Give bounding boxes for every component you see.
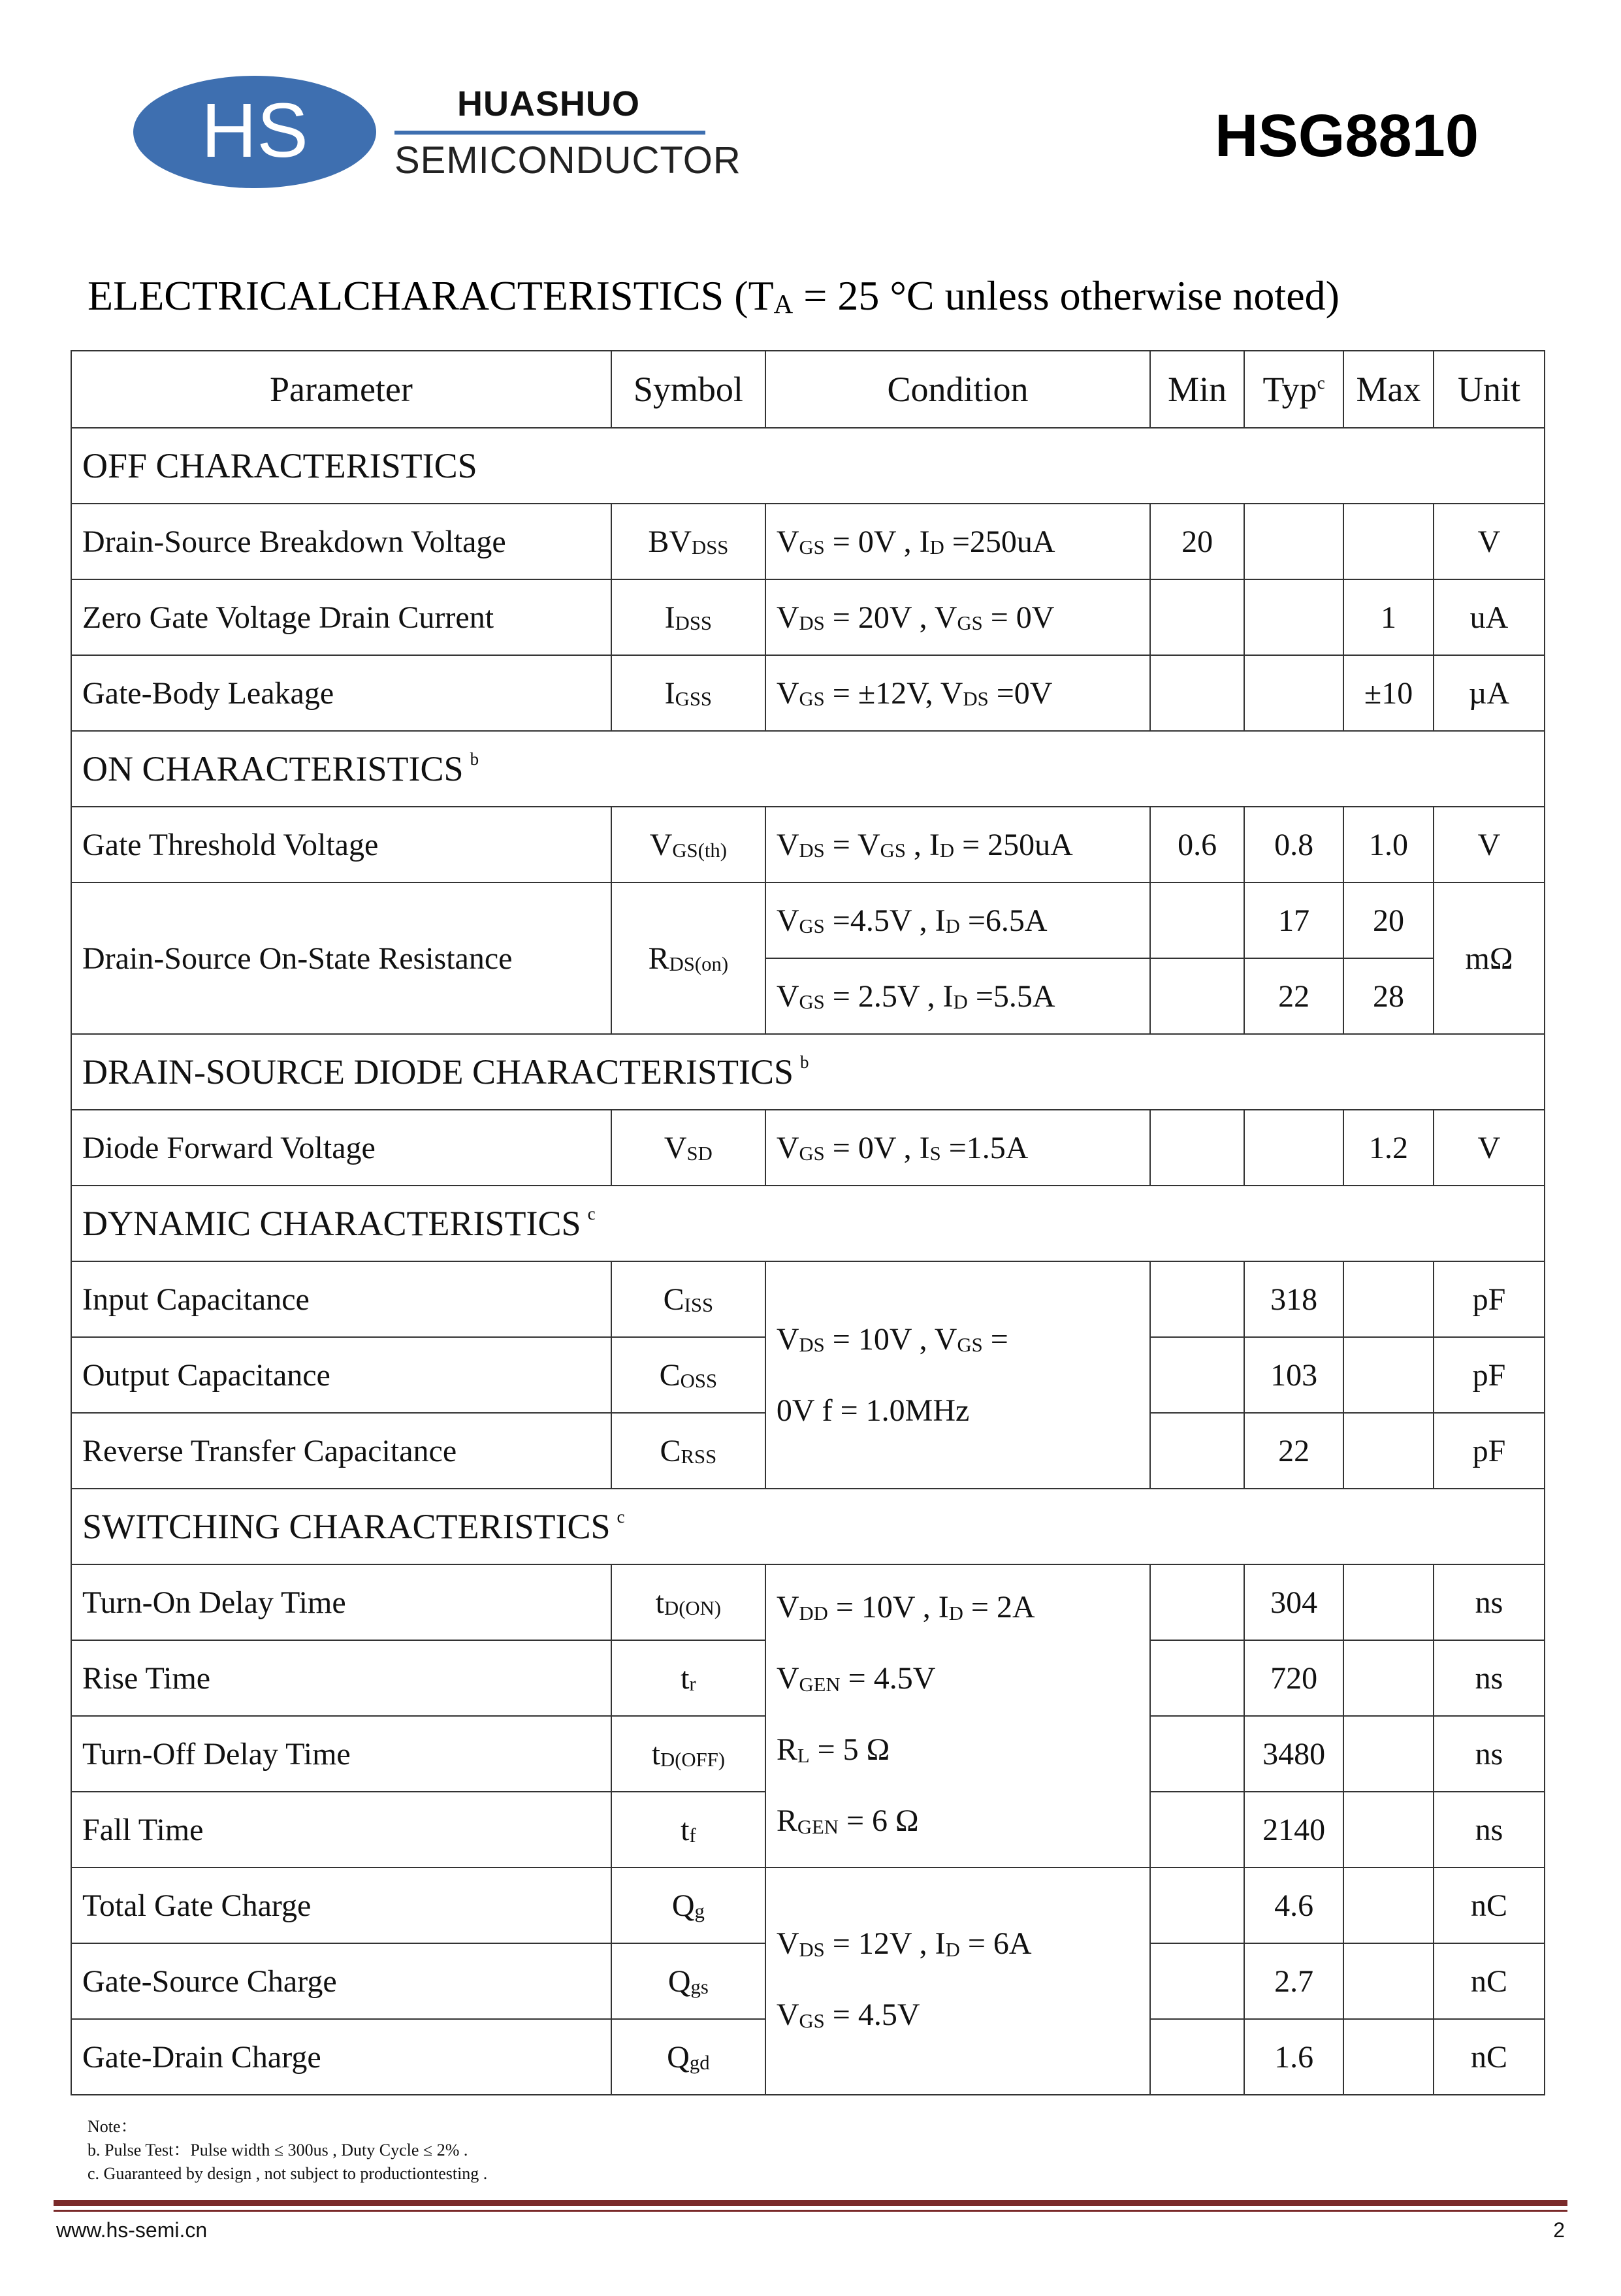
typ-cell: [1244, 579, 1343, 655]
section-row-dynamic: [71, 1186, 1545, 1261]
min-cell: [1150, 1943, 1244, 2019]
max-cell: [1343, 1261, 1434, 1337]
min-cell: [1150, 1110, 1244, 1186]
param-cell: Diode Forward Voltage: [71, 1110, 611, 1186]
max-cell: 20: [1343, 882, 1434, 958]
unit-cell: V: [1434, 504, 1545, 579]
symbol-cell: $C_{RSS}$: [611, 1413, 765, 1489]
condition-cell: $V_{GS} = 0V$ , $I_S =1.5A$: [765, 1110, 1150, 1186]
section-row-diode: [71, 1034, 1545, 1110]
param-cell: Reverse Transfer Capacitance: [71, 1413, 611, 1489]
min-cell: [1150, 1640, 1244, 1716]
max-cell: 1.0: [1343, 807, 1434, 882]
footnotes: [88, 2115, 487, 2186]
max-cell: [1343, 1943, 1434, 2019]
symbol-cell: $R_{DS(on)}$: [611, 882, 765, 1034]
condition-cell: $V_{GS} =4.5V$ , $I_D =6.5A$: [765, 882, 1150, 958]
table-row: [71, 807, 1545, 882]
symbol-cell: $Q_{gd}$: [611, 2019, 765, 2095]
header-max: Max: [1343, 351, 1434, 428]
unit-cell: pF: [1434, 1261, 1545, 1337]
typ-cell: 3480: [1244, 1716, 1343, 1792]
symbol-cell: $Q_g$: [611, 1868, 765, 1943]
table-row: [71, 1261, 1545, 1337]
param-cell: Gate Threshold Voltage: [71, 807, 611, 882]
page-number: 2: [1553, 2218, 1565, 2242]
param-cell: Input Capacitance: [71, 1261, 611, 1337]
typ-cell: [1244, 1110, 1343, 1186]
table-row: [71, 504, 1545, 579]
condition-cell: $V_{GS} = 2.5V$ , $I_D =5.5A$: [765, 958, 1150, 1034]
header-parameter: Parameter: [71, 351, 611, 428]
electrical-characteristics-table: [71, 350, 1545, 2095]
param-cell: Turn-On Delay Time: [71, 1564, 611, 1640]
min-cell: [1150, 1716, 1244, 1792]
table-row: [71, 579, 1545, 655]
condition-cell: $V_{DS} = V_{GS}$ , $I_D = 250uA$: [765, 807, 1150, 882]
min-cell: [1150, 882, 1244, 958]
symbol-cell: $BV_{DSS}$: [611, 504, 765, 579]
footer-divider-thin: [54, 2210, 1567, 2212]
param-cell: Gate-Drain Charge: [71, 2019, 611, 2095]
unit-cell: µA: [1434, 655, 1545, 731]
typ-cell: [1244, 655, 1343, 731]
condition-cell: $V_{DS} = 10V$ , $V_{GS}$ = 0V f = 1.0MHz: [765, 1261, 1150, 1489]
unit-cell: V: [1434, 1110, 1545, 1186]
header-typ: Typ$^c$: [1244, 351, 1343, 428]
table-row: [71, 882, 1545, 958]
min-cell: [1150, 579, 1244, 655]
table-row: [71, 1110, 1545, 1186]
typ-cell: 1.6: [1244, 2019, 1343, 2095]
symbol-cell: $I_{DSS}$: [611, 579, 765, 655]
brand-name: HUASHUO: [457, 84, 641, 123]
min-cell: [1150, 1413, 1244, 1489]
unit-cell: ns: [1434, 1716, 1545, 1792]
symbol-cell: $t_{D(ON)}$: [611, 1564, 765, 1640]
table-header-row: [71, 351, 1545, 428]
logo-text: HS: [201, 88, 308, 174]
param-cell: Gate-Source Charge: [71, 1943, 611, 2019]
typ-cell: 2.7: [1244, 1943, 1343, 2019]
header-min: Min: [1150, 351, 1244, 428]
section-label: ON CHARACTERISTICS $^b$: [71, 731, 1545, 807]
min-cell: [1150, 1792, 1244, 1868]
param-cell: Rise Time: [71, 1640, 611, 1716]
unit-cell: nC: [1434, 1868, 1545, 1943]
max-cell: 28: [1343, 958, 1434, 1034]
param-cell: Drain-Source Breakdown Voltage: [71, 504, 611, 579]
section-label: DRAIN-SOURCE DIODE CHARACTERISTICS $^b$: [71, 1034, 1545, 1110]
unit-cell: mΩ: [1434, 882, 1545, 1034]
typ-cell: 2140: [1244, 1792, 1343, 1868]
typ-cell: 22: [1244, 958, 1343, 1034]
max-cell: 1: [1343, 579, 1434, 655]
max-cell: [1343, 1640, 1434, 1716]
min-cell: 20: [1150, 504, 1244, 579]
max-cell: ±10: [1343, 655, 1434, 731]
min-cell: [1150, 655, 1244, 731]
footer-divider: [54, 2200, 1567, 2206]
min-cell: 0.6: [1150, 807, 1244, 882]
condition-cell: $V_{GS} = 0V$ , $I_D =250uA$: [765, 504, 1150, 579]
symbol-cell: $Q_{gs}$: [611, 1943, 765, 2019]
unit-cell: pF: [1434, 1337, 1545, 1413]
website-link[interactable]: www.hs-semi.cn: [56, 2218, 208, 2242]
brand-subtitle: SEMICONDUCTOR: [394, 139, 741, 182]
unit-cell: ns: [1434, 1792, 1545, 1868]
min-cell: [1150, 1868, 1244, 1943]
typ-cell: 720: [1244, 1640, 1343, 1716]
min-cell: [1150, 1337, 1244, 1413]
max-cell: 1.2: [1343, 1110, 1434, 1186]
param-cell: Zero Gate Voltage Drain Current: [71, 579, 611, 655]
param-cell: Output Capacitance: [71, 1337, 611, 1413]
unit-cell: pF: [1434, 1413, 1545, 1489]
note-b: b. Pulse Test：Pulse width ≤ 300us , Duty Cycle ≤ 2% .: [88, 2141, 468, 2159]
note-c: c. Guaranteed by design , not subject to productiontesting .: [88, 2164, 488, 2183]
section-row-on: [71, 731, 1545, 807]
section-title: ELECTRICALCHARACTERISTICS ($T_A = 25$ °C unless otherwise noted): [88, 272, 1340, 319]
table-row: [71, 655, 1545, 731]
param-cell: Gate-Body Leakage: [71, 655, 611, 731]
header-symbol: Symbol: [611, 351, 765, 428]
max-cell: [1343, 1716, 1434, 1792]
param-cell: Fall Time: [71, 1792, 611, 1868]
min-cell: [1150, 2019, 1244, 2095]
typ-cell: [1244, 504, 1343, 579]
param-cell: Total Gate Charge: [71, 1868, 611, 1943]
symbol-cell: $V_{SD}$: [611, 1110, 765, 1186]
max-cell: [1343, 1792, 1434, 1868]
symbol-cell: $I_{GSS}$: [611, 655, 765, 731]
typ-cell: 0.8: [1244, 807, 1343, 882]
table-row: [71, 1868, 1545, 1943]
max-cell: [1343, 2019, 1434, 2095]
param-cell: Drain-Source On-State Resistance: [71, 882, 611, 1034]
unit-cell: uA: [1434, 579, 1545, 655]
notes-title: Note：: [88, 2117, 138, 2136]
header-unit: Unit: [1434, 351, 1545, 428]
min-cell: [1150, 1261, 1244, 1337]
max-cell: [1343, 1868, 1434, 1943]
header-condition: Condition: [765, 351, 1150, 428]
min-cell: [1150, 1564, 1244, 1640]
condition-cell: $V_{DS} = 20V$ , $V_{GS} = 0V$: [765, 579, 1150, 655]
max-cell: [1343, 1413, 1434, 1489]
section-row-off: [71, 428, 1545, 504]
section-row-switching: [71, 1489, 1545, 1564]
symbol-cell: $t_f$: [611, 1792, 765, 1868]
section-label: DYNAMIC CHARACTERISTICS $^c$: [71, 1186, 1545, 1261]
typ-cell: 17: [1244, 882, 1343, 958]
unit-cell: ns: [1434, 1564, 1545, 1640]
param-cell: Turn-Off Delay Time: [71, 1716, 611, 1792]
unit-cell: V: [1434, 807, 1545, 882]
typ-cell: 103: [1244, 1337, 1343, 1413]
condition-cell: $V_{DD} = 10V$ , $I_D = 2A$ $V_{GEN} = 4.5V$ $R_L = 5$ Ω $R_{GEN} = 6$ Ω: [765, 1564, 1150, 1868]
typ-cell: 4.6: [1244, 1868, 1343, 1943]
unit-cell: ns: [1434, 1640, 1545, 1716]
symbol-cell: $V_{GS(th)}$: [611, 807, 765, 882]
symbol-cell: $C_{OSS}$: [611, 1337, 765, 1413]
min-cell: [1150, 958, 1244, 1034]
max-cell: [1343, 1564, 1434, 1640]
unit-cell: nC: [1434, 1943, 1545, 2019]
typ-cell: 304: [1244, 1564, 1343, 1640]
symbol-cell: $t_{D(OFF)}$: [611, 1716, 765, 1792]
symbol-cell: $t_r$: [611, 1640, 765, 1716]
typ-cell: 318: [1244, 1261, 1343, 1337]
symbol-cell: $C_{ISS}$: [611, 1261, 765, 1337]
max-cell: [1343, 504, 1434, 579]
max-cell: [1343, 1337, 1434, 1413]
condition-cell: $V_{GS} = \pm 12V$, $V_{DS} =0V$: [765, 655, 1150, 731]
company-logo: [131, 73, 379, 191]
section-label: SWITCHING CHARACTERISTICS $^c$: [71, 1489, 1545, 1564]
brand-divider: [394, 131, 705, 135]
table-row: [71, 1564, 1545, 1640]
part-number: HSG8810: [1214, 103, 1479, 169]
unit-cell: nC: [1434, 2019, 1545, 2095]
typ-cell: 22: [1244, 1413, 1343, 1489]
condition-cell: $V_{DS} = 12V$ , $I_D = 6A$ $V_{GS} = 4.5V$: [765, 1868, 1150, 2095]
section-label: OFF CHARACTERISTICS: [71, 428, 1545, 504]
